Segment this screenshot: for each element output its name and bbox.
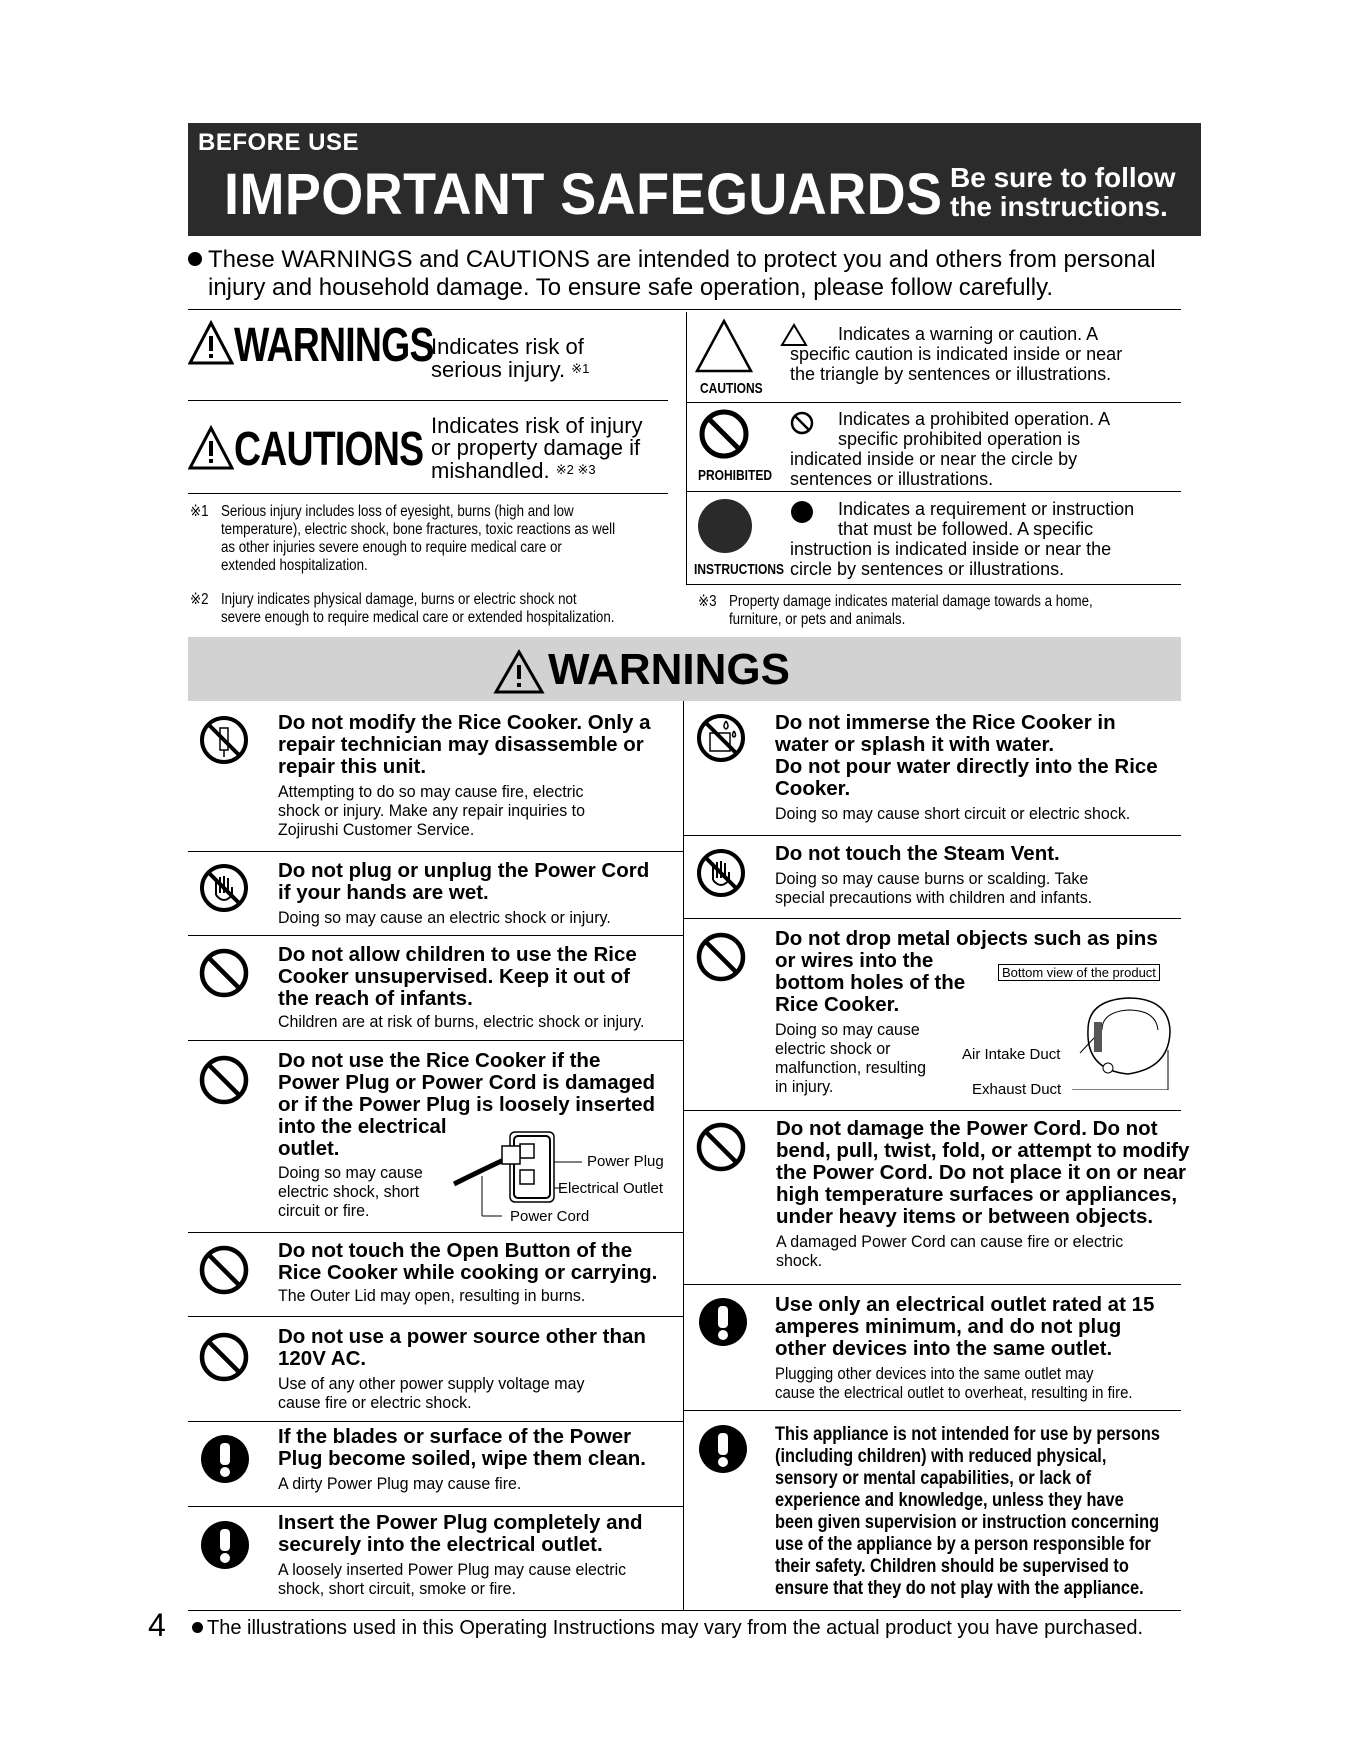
warning-item-modify: Do not modify the Rice Cooker. Only a repair technician may disassemble or repair this unit. Attempting to do so may cause fire, electric shock or injury. Make any repair inquiries to Zojirushi Customer Service.: [278, 711, 651, 839]
warning-item-supervision: This appliance is not intended for use by persons (including children) with reduced physical, sensory or mental capabilities, or lack of experience and knowledge, unless they have been given supervision or instruction concerning use of the appliance by a person responsible for their safety. Children should be supervised to ensure that they do not play with the appliance.: [775, 1424, 1160, 1599]
prohibited-symbol-desc: Indicates a prohibited operation. A specific prohibited operation is indicated inside or near the circle by sentences or illustrations.: [790, 409, 1111, 489]
instruction-icon: [698, 1297, 748, 1352]
warning-item-immerse: Do not immerse the Rice Cooker in water or splash it with water. Do not pour water directly into the Rice Cooker. Doing so may cause short circuit or electric shock.: [775, 711, 1158, 823]
filled-circle-icon: [697, 498, 753, 559]
follow-line-2: the instructions.: [950, 191, 1168, 222]
divider: [683, 1410, 1181, 1411]
warning-item-outlet-rating: Use only an electrical outlet rated at 15 amperes minimum, and do not plug other devices into the same outlet. Plugging other devices into the same outlet may cause the electrical outlet to overheat, resulting in fire.: [775, 1293, 1155, 1402]
instructions-symbol-desc: Indicates a requirement or instruction that must be followed. A specific instruction is indicated inside or near the circle by sentences or illustrations.: [790, 499, 1135, 579]
warning-item-steam-vent: Do not touch the Steam Vent. Doing so may cause burns or scalding. Take special precautions with children and infants.: [775, 842, 1093, 907]
divider: [188, 1506, 683, 1507]
cautions-symbol-label: CAUTIONS: [700, 380, 763, 397]
follow-instructions-note: [950, 163, 1176, 221]
divider: [188, 935, 683, 936]
prohibited-icon: [698, 408, 750, 465]
callout-exhaust-duct: Exhaust Duct: [972, 1081, 1062, 1098]
divider: [683, 1284, 1181, 1285]
warning-item-clean-plug: If the blades or surface of the Power Plug become soiled, wipe them clean. A dirty Power Plug may cause fire.: [278, 1425, 646, 1493]
divider: [188, 851, 683, 852]
instruction-icon: [200, 1434, 250, 1489]
prohibited-icon: [696, 1122, 746, 1177]
divider: [683, 835, 1181, 836]
callout-air-intake-duct: Air Intake Duct: [962, 1046, 1061, 1063]
no-water-icon: [696, 713, 746, 768]
intro-line-1: These WARNINGS and CAUTIONS are intended to protect you and others from personal: [188, 246, 1208, 274]
warning-item-wet-hands: Do not plug or unplug the Power Cord if your hands are wet. Doing so may cause an electric shock or injury.: [278, 859, 650, 927]
note-2: ※2 Injury indicates physical damage, burns or electric shock not severe enough to require medical care or extended hospitalization.: [190, 591, 615, 626]
no-touch-icon: [696, 848, 746, 903]
warning-item-insert-plug: Insert the Power Plug completely and securely into the electrical outlet. A loosely inserted Power Plug may cause electric shock, short circuit, smoke or fire.: [278, 1511, 643, 1598]
divider: [686, 584, 1181, 585]
footer-note: The illustrations used in this Operating Instructions may vary from the actual product you have purchased.: [192, 1617, 1143, 1640]
divider: [683, 1110, 1181, 1111]
divider: [188, 400, 668, 401]
no-wet-hands-icon: [199, 863, 249, 918]
warnings-triangle-icon: [493, 649, 545, 700]
warning-item-damage-cord: Do not damage the Power Cord. Do not bend, pull, twist, fold, or attempt to modify the Power Cord. Do not place it on or near high temperature surfaces or appliances, under heavy items or between objects. A damaged Power Cord can cause fire or electric shock.: [776, 1117, 1190, 1270]
rice-cooker-bottom-illustration: [1068, 990, 1178, 1095]
prohibited-icon: [696, 932, 746, 987]
follow-line-1: Be sure to follow: [950, 162, 1176, 193]
divider: [188, 493, 668, 494]
no-disassemble-icon: [199, 715, 249, 770]
warning-item-metal-objects: Do not drop metal objects such as pins or wires into the bottom holes of the Rice Cooker. Doing so may cause electric shock or malfunction, resulting in injury.: [775, 927, 1158, 1096]
warning-item-damaged-plug: Do not use the Rice Cooker if the Power Plug or Power Cord is damaged or if the Power Plug is loosely inserted into the electrical outlet. Doing so may cause electric shock, short circuit or fire.: [278, 1049, 656, 1220]
divider: [188, 1040, 683, 1041]
callout-electrical-outlet: Electrical Outlet: [558, 1180, 664, 1197]
page-title: IMPORTANT SAFEGUARDS: [224, 162, 943, 227]
cautions-legend-desc: Indicates risk of injury or property damage if mishandled. ※2 ※3: [431, 413, 643, 483]
intro-text: [188, 246, 1208, 302]
intro-line-2: injury and household damage. To ensure safe operation, please follow carefully.: [208, 274, 1053, 301]
instruction-icon: [200, 1520, 250, 1575]
divider: [683, 918, 1181, 919]
ref-mark: ※2 ※3: [555, 462, 596, 477]
prohibited-icon: [199, 1332, 249, 1387]
instruction-icon: [698, 1424, 748, 1479]
divider: [686, 491, 1181, 492]
warnings-section-title: WARNINGS: [548, 645, 790, 694]
warning-triangle-icon: [188, 320, 234, 371]
column-divider: [683, 701, 684, 1611]
prohibited-icon: [199, 1245, 249, 1300]
cautions-word: CAUTIONS: [234, 423, 424, 476]
page-number: 4: [148, 1607, 166, 1643]
divider: [188, 1316, 683, 1317]
note-1: ※1 Serious injury includes loss of eyesight, burns (high and low temperature), electric shock, bone fractures, toxic reactions as well as other injuries severe enough to require medical care or extended hospitalization.: [190, 503, 616, 574]
prohibited-icon: [199, 948, 249, 1003]
bullet-icon: [192, 1622, 203, 1633]
note-3: ※3 Property damage indicates material damage towards a home, furniture, or pets and animals.: [698, 593, 1093, 628]
warning-item-children: Do not allow children to use the Rice Cooker unsupervised. Keep it out of the reach of infants. Children are at risk of burns, electric shock or injury.: [278, 943, 645, 1031]
warnings-legend-desc: Indicates risk of serious injury. ※1: [431, 334, 590, 382]
instructions-symbol-label: INSTRUCTIONS: [694, 561, 784, 578]
warning-item-open-button: Do not touch the Open Button of the Rice Cooker while cooking or carrying. The Outer Lid may open, resulting in burns.: [278, 1239, 658, 1305]
divider: [188, 309, 1181, 310]
warning-item-power-source: Do not use a power source other than 120V AC. Use of any other power supply voltage may cause fire or electric shock.: [278, 1325, 646, 1412]
warnings-word: WARNINGS: [234, 319, 434, 372]
callout-power-plug: Power Plug: [587, 1153, 664, 1170]
divider: [188, 1232, 683, 1233]
bullet-icon: [188, 252, 202, 266]
section-label: BEFORE USE: [198, 129, 360, 156]
triangle-icon: [694, 318, 754, 379]
warnings-section-header: [188, 637, 1181, 701]
prohibited-symbol-label: PROHIBITED: [698, 467, 773, 484]
bottom-rule: [188, 1610, 1181, 1611]
page-header: [188, 123, 1201, 236]
ref-mark: ※1: [571, 361, 590, 376]
prohibited-icon: [199, 1055, 249, 1110]
callout-power-cord: Power Cord: [510, 1208, 590, 1225]
cautions-symbol-desc: Indicates a warning or caution. A specific caution is indicated inside or near the triangle by sentences or illustrations.: [790, 324, 1123, 384]
divider: [686, 402, 1181, 403]
caution-triangle-icon: [188, 425, 234, 476]
divider: [188, 1421, 683, 1422]
divider: [686, 312, 687, 585]
bottom-view-label: Bottom view of the product: [998, 964, 1160, 981]
